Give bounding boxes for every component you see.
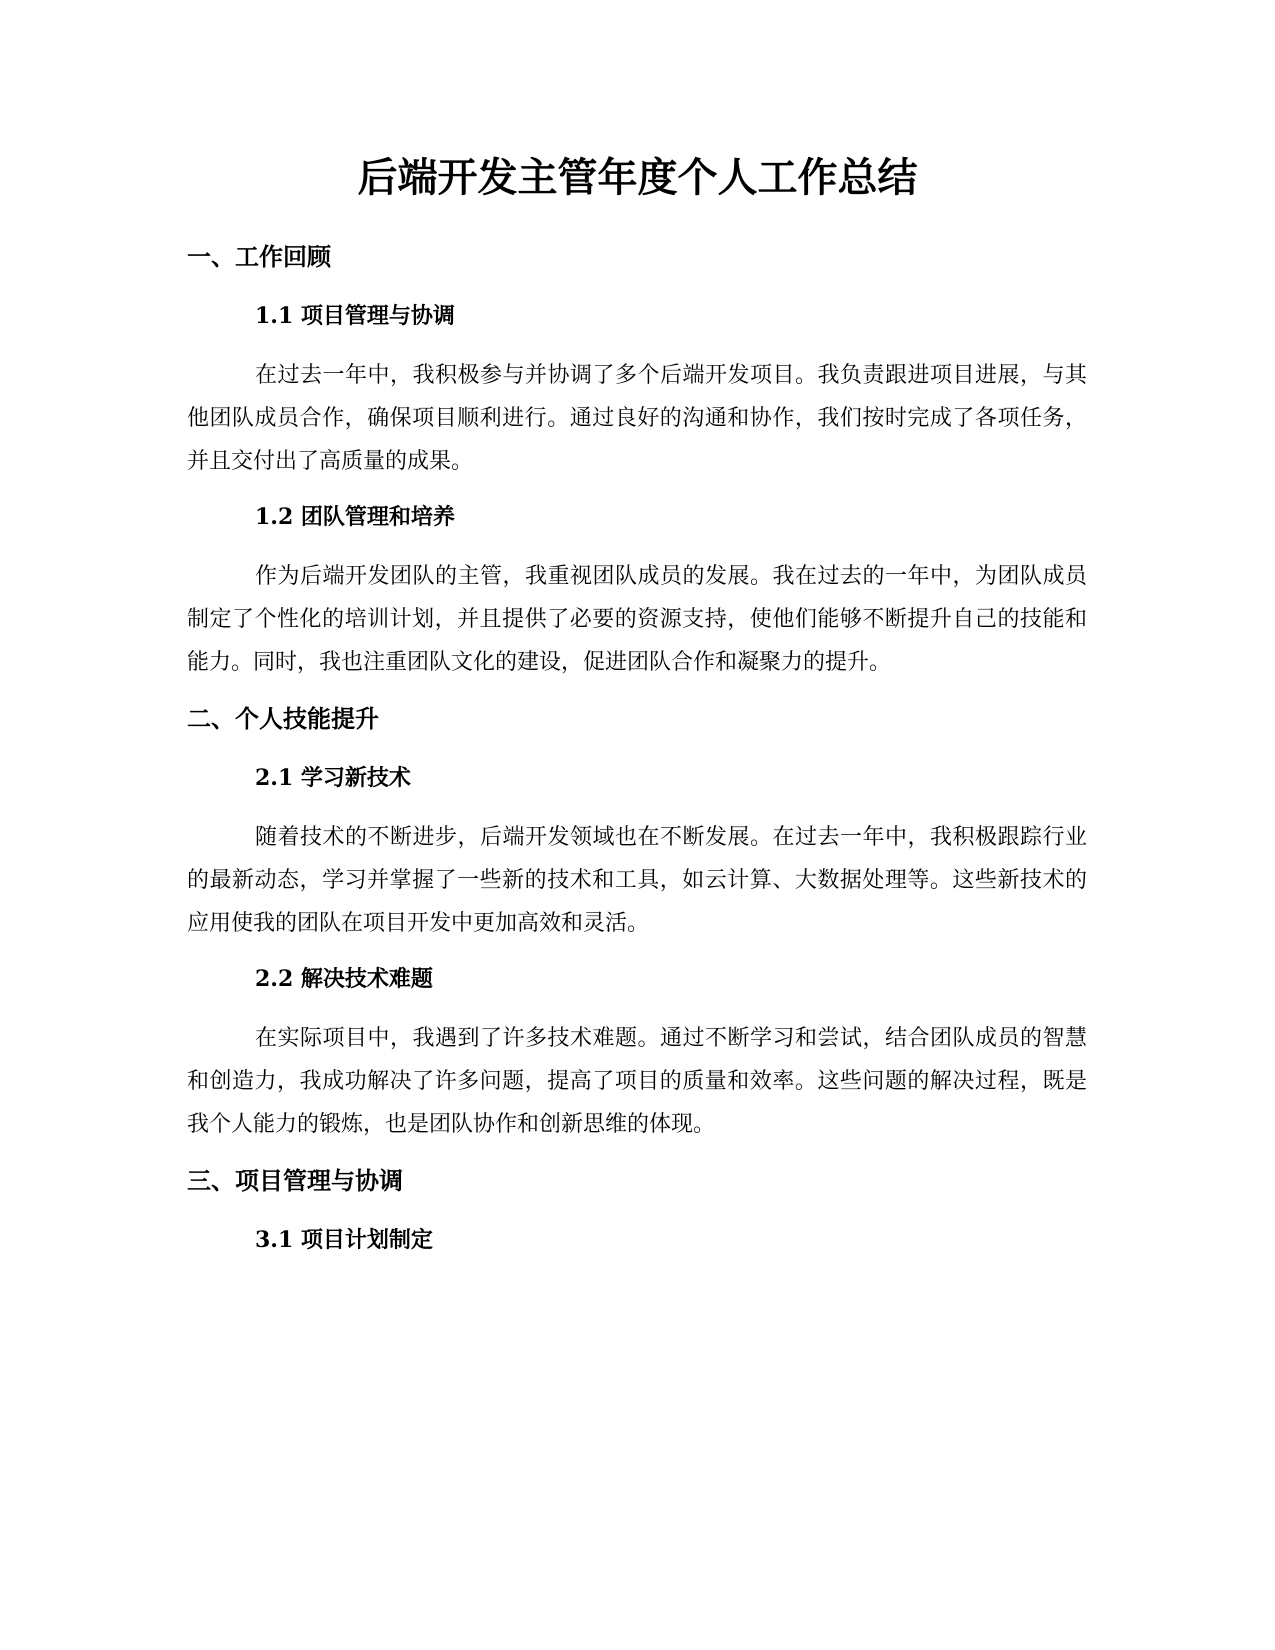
paragraph: 随着技术的不断进步，后端开发领域也在不断发展。在过去一年中，我积极跟踪行业的最新动态，学习并掌握了一些新的技术和工具，如云计算、大数据处理等。这些新技术的应用使我的团队在项目开发中更加高效和灵活。: [187, 825, 1087, 936]
document-title: 后端开发主管年度个人工作总结: [357, 155, 918, 201]
section-work-review: [187, 240, 1087, 684]
paragraph: 在实际项目中，我遇到了许多技术难题。通过不断学习和尝试，结合团队成员的智慧和创造力，我成功解决了许多问题，提高了项目的质量和效率。这些问题的解决过程，既是我个人能力的锻炼，也是团队协作和创新思维的体现。: [187, 1026, 1087, 1137]
section-heading: 三、项目管理与协调: [187, 1167, 403, 1195]
section-project-management: [187, 1164, 1087, 1256]
subsection-heading: 1.1 项目管理与协调: [255, 303, 455, 329]
subsection-heading: 1.2 团队管理和培养: [255, 504, 455, 530]
section-heading: 一、工作回顾: [187, 243, 331, 271]
subsection-heading: 2.1 学习新技术: [255, 765, 411, 791]
section-skill-improvement: [187, 702, 1087, 1146]
section-heading: 二、个人技能提升: [187, 705, 379, 733]
subsection-heading: 2.2 解决技术难题: [255, 966, 433, 992]
subsection-heading: 3.1 项目计划制定: [255, 1227, 433, 1253]
document-body: [187, 240, 1087, 1278]
paragraph: 作为后端开发团队的主管，我重视团队成员的发展。我在过去的一年中，为团队成员制定了个性化的培训计划，并且提供了必要的资源支持，使他们能够不断提升自己的技能和能力。同时，我也注重团队文化的建设，促进团队合作和凝聚力的提升。: [187, 564, 1087, 675]
paragraph: 在过去一年中，我积极参与并协调了多个后端开发项目。我负责跟进项目进展，与其他团队成员合作，确保项目顺利进行。通过良好的沟通和协作，我们按时完成了各项任务，并且交付出了高质量的成果。: [187, 363, 1087, 474]
